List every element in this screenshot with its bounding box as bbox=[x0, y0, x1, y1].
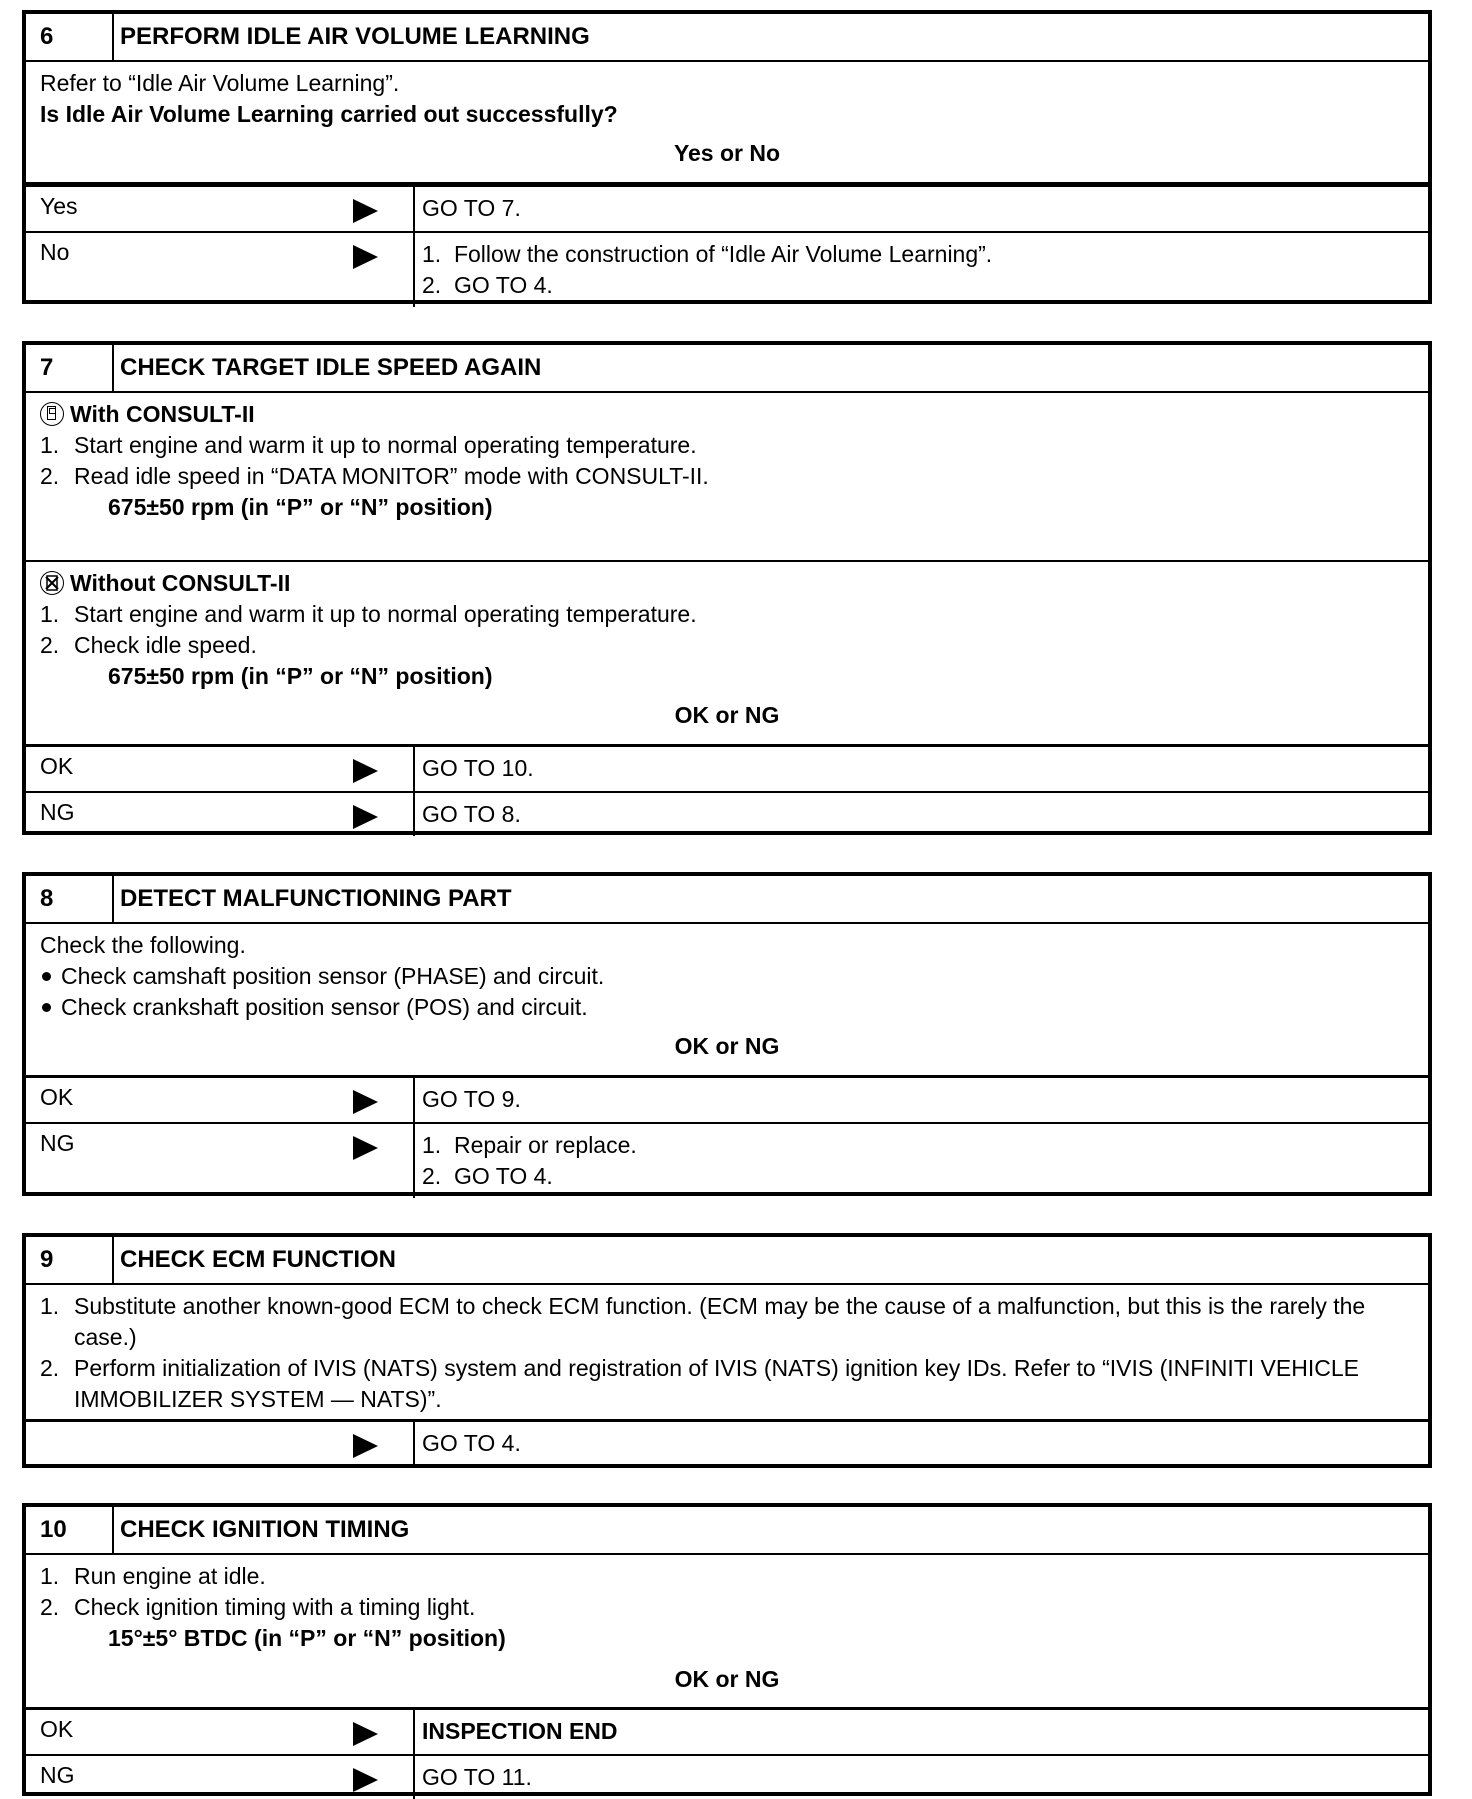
step-body bbox=[26, 924, 1428, 1078]
step-text: Start engine and warm it up to normal operating temperature. bbox=[74, 601, 697, 627]
step-title: CHECK IGNITION TIMING bbox=[120, 1516, 410, 1543]
arrow-right-icon bbox=[353, 1090, 378, 1114]
step-index: 2. bbox=[40, 632, 60, 658]
result-row-ng bbox=[26, 791, 1428, 836]
step-text: Substitute another known-good ECM to check ECM function. (ECM may be the cause of a malfunction, but this is the rarely the case.) bbox=[74, 1293, 1366, 1350]
step-number: 10 bbox=[26, 1507, 114, 1553]
verdict-label: OK or NG bbox=[674, 702, 780, 728]
result-link[interactable]: GO TO 10. bbox=[422, 755, 534, 781]
step-index: 2. bbox=[40, 463, 60, 489]
row-label: OK bbox=[40, 1084, 74, 1110]
step-index: 2. bbox=[40, 1355, 60, 1381]
no-consult-ii-icon bbox=[40, 571, 64, 595]
step-index: 1. bbox=[40, 601, 60, 627]
result-row-ok bbox=[26, 747, 1428, 791]
result-step: 1. Repair or replace. bbox=[422, 1132, 637, 1158]
arrow-right-icon bbox=[353, 1434, 378, 1458]
result-link[interactable]: GO TO 9. bbox=[422, 1086, 521, 1112]
step-index: 1. bbox=[40, 1293, 60, 1319]
arrow-right-icon bbox=[353, 199, 378, 223]
result-row-yes bbox=[26, 185, 1428, 231]
without-consult-heading: Without CONSULT-II bbox=[70, 570, 291, 596]
step-8-table bbox=[22, 872, 1432, 1196]
bullet-item bbox=[40, 961, 1414, 992]
step-text: Check idle speed. bbox=[74, 632, 257, 658]
step-number: 9 bbox=[26, 1237, 114, 1283]
result-link[interactable]: 2. GO TO 4. bbox=[422, 1163, 553, 1189]
step-header bbox=[26, 1507, 1428, 1555]
step-index: 1. bbox=[40, 432, 60, 458]
without-consult-block bbox=[26, 562, 1428, 747]
with-consult-block bbox=[26, 393, 1428, 562]
step-text: Run engine at idle. bbox=[74, 1563, 266, 1589]
result-link[interactable]: GO TO 8. bbox=[422, 801, 521, 827]
arrow-right-icon bbox=[353, 1768, 378, 1792]
result-row-ng bbox=[26, 1122, 1428, 1198]
spec-value: 675±50 rpm (in “P” or “N” position) bbox=[108, 494, 493, 520]
step-number: 7 bbox=[26, 345, 114, 391]
row-label: NG bbox=[40, 799, 75, 825]
step-number: 8 bbox=[26, 876, 114, 922]
result-link[interactable]: GO TO 4. bbox=[422, 1430, 521, 1456]
spec-value: 15°±5° BTDC (in “P” or “N” position) bbox=[108, 1625, 506, 1651]
verdict-label: OK or NG bbox=[674, 1033, 780, 1059]
step-text: Start engine and warm it up to normal operating temperature. bbox=[74, 432, 697, 458]
arrow-right-icon bbox=[353, 759, 378, 783]
arrow-right-icon bbox=[353, 1136, 378, 1160]
step-text: Read idle speed in “DATA MONITOR” mode with CONSULT-II. bbox=[74, 463, 709, 489]
step-title: CHECK TARGET IDLE SPEED AGAIN bbox=[120, 354, 542, 381]
arrow-right-icon bbox=[353, 245, 378, 269]
verdict-label: OK or NG bbox=[674, 1666, 780, 1692]
bullet-icon bbox=[42, 1003, 51, 1012]
bullet-text: Check camshaft position sensor (PHASE) and circuit. bbox=[61, 963, 605, 989]
verdict-label: Yes or No bbox=[673, 140, 781, 166]
arrow-right-icon bbox=[353, 1722, 378, 1746]
intro-text: Check the following. bbox=[40, 932, 246, 958]
result-link[interactable]: 2. GO TO 4. bbox=[422, 272, 553, 298]
spec-value: 675±50 rpm (in “P” or “N” position) bbox=[108, 663, 493, 689]
result-link[interactable]: GO TO 7. bbox=[422, 195, 521, 221]
step-header bbox=[26, 345, 1428, 393]
intro-text: Refer to “Idle Air Volume Learning”. bbox=[40, 70, 400, 96]
result-row-ok bbox=[26, 1710, 1428, 1754]
result-link[interactable]: GO TO 11. bbox=[422, 1764, 532, 1790]
step-body bbox=[26, 62, 1428, 185]
row-label: NG bbox=[40, 1130, 75, 1156]
inspection-end-label: INSPECTION END bbox=[422, 1718, 618, 1744]
question-text: Is Idle Air Volume Learning carried out successfully? bbox=[40, 101, 618, 127]
step-7-table bbox=[22, 341, 1432, 835]
step-text: Perform initialization of IVIS (NATS) system and registration of IVIS (NATS) ignition key IDs. Refer to “IVIS (INFINITI VEHICLE IMMOBILIZER SYSTEM — NATS)”. bbox=[74, 1355, 1359, 1412]
result-row-ok bbox=[26, 1078, 1428, 1122]
row-label: OK bbox=[40, 753, 74, 779]
step-10-table bbox=[22, 1503, 1432, 1796]
step-title: PERFORM IDLE AIR VOLUME LEARNING bbox=[120, 23, 590, 50]
with-consult-heading: With CONSULT-II bbox=[70, 401, 255, 427]
result-row-no bbox=[26, 231, 1428, 307]
step-body bbox=[26, 1555, 1428, 1710]
result-step: 1. Follow the construction of “Idle Air Volume Learning”. bbox=[422, 241, 993, 267]
step-9-table bbox=[22, 1233, 1432, 1468]
row-label: NG bbox=[40, 1762, 75, 1788]
consult-ii-icon bbox=[40, 402, 64, 426]
step-header bbox=[26, 14, 1428, 62]
step-title: DETECT MALFUNCTIONING PART bbox=[120, 885, 512, 912]
row-label: No bbox=[40, 239, 70, 265]
bullet-icon bbox=[42, 972, 51, 981]
row-label: Yes bbox=[40, 193, 78, 219]
step-body bbox=[26, 1285, 1428, 1422]
bullet-text: Check crankshaft position sensor (POS) and circuit. bbox=[61, 994, 588, 1020]
step-header bbox=[26, 876, 1428, 924]
step-number: 6 bbox=[26, 14, 114, 60]
bullet-item bbox=[40, 992, 1414, 1023]
arrow-right-icon bbox=[353, 805, 378, 829]
result-row-ng bbox=[26, 1754, 1428, 1799]
step-text: Check ignition timing with a timing light. bbox=[74, 1594, 476, 1620]
step-index: 2. bbox=[40, 1594, 60, 1620]
row-label: OK bbox=[40, 1716, 74, 1742]
step-header bbox=[26, 1237, 1428, 1285]
step-6-table bbox=[22, 10, 1432, 304]
step-title: CHECK ECM FUNCTION bbox=[120, 1246, 396, 1273]
step-index: 1. bbox=[40, 1563, 60, 1589]
result-row bbox=[26, 1422, 1428, 1466]
